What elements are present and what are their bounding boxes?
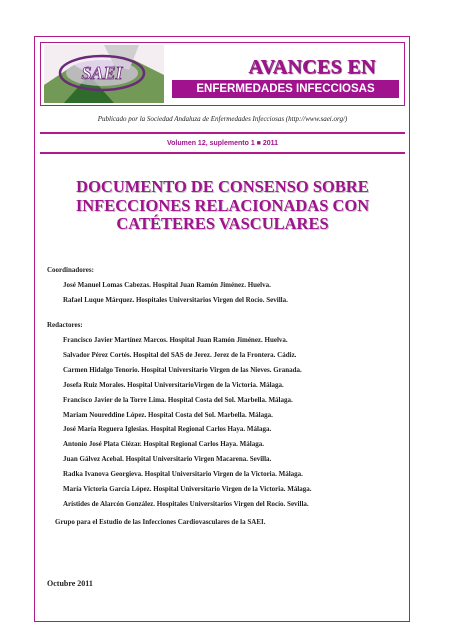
editor-item: Juan Gálvez Acebal. Hospital Universitario Virgen Macarena. Sevilla. [63,455,272,463]
study-group: Grupo para el Estudio de las Infecciones Cardiovasculares de la SAEI. [55,518,266,526]
editor-item: Mariam Noureddine López. Hospital Costa del Sol. Marbella. Málaga. [63,411,273,419]
editor-item: Francisco Javier Martínez Marcos. Hospital Juan Ramón Jiménez. Huelva. [63,336,288,344]
page-frame [34,36,410,622]
editor-item: Josefa Ruiz Morales. Hospital UniversitarioVirgen de la Victoria. Málaga. [63,381,284,389]
editor-item: José María Reguera Iglesias. Hospital Regional Carlos Haya. Málaga. [63,425,272,433]
document-title-line: DOCUMENTO DE CONSENSO SOBRE [76,177,369,196]
document-title [40,178,405,234]
journal-title: AVANCES EN [248,56,376,78]
journal-subtitle-bar: ENFERMEDADES INFECCIOSAS [172,80,399,98]
coordinator-item: José Manuel Lomas Cabezas. Hospital Juan Ramón Jiménez. Huelva. [63,281,271,289]
saei-logo [44,45,164,103]
editor-item: Salvador Pérez Cortés. Hospital del SAS de Jerez. Jerez de la Frontera. Cádiz. [63,351,297,359]
document-title-line: CATÉTERES VASCULARES [116,214,329,233]
editor-item: María Victoria García López. Hospital Universitario Virgen de la Victoria. Málaga. [63,485,312,493]
editor-item: Radka Ivanova Georgieva. Hospital Universitario Virgen de la Victoria. Málaga. [63,470,303,478]
editor-item: Arístides de Alarcón González. Hospitales Universitarios Virgen del Rocío. Sevilla. [63,500,309,508]
volume-info: Volumen 12, suplemento 1 ■ 2011 [166,140,279,147]
editors-label: Redactores: [47,321,83,329]
divider-top [40,132,405,134]
editor-item: Francisco Javier de la Torre Lima. Hospital Costa del Sol. Marbella. Málaga. [63,396,293,404]
document-title-line: INFECCIONES RELACIONADAS CON [75,195,370,215]
coordinators-label: Coordinadores: [47,266,94,274]
coordinator-item: Rafael Luque Márquez. Hospitales Universitarios Virgen del Rocío. Sevilla. [63,296,288,304]
svg-text:SAEI: SAEI [81,63,123,83]
publication-date: Octubre 2011 [47,579,93,588]
editor-item: Carmen Hidalgo Tenorio. Hospital Universitario Virgen de las Nieves. Granada. [63,366,302,374]
editor-item: Antonio José Plata Ciézar. Hospital Regional Carlos Haya. Málaga. [63,440,264,448]
divider-bottom [40,152,405,154]
publisher-note: Publicado por la Sociedad Andaluza de Enfermedades Infecciosas (http://www.saei.org/) [97,115,348,123]
